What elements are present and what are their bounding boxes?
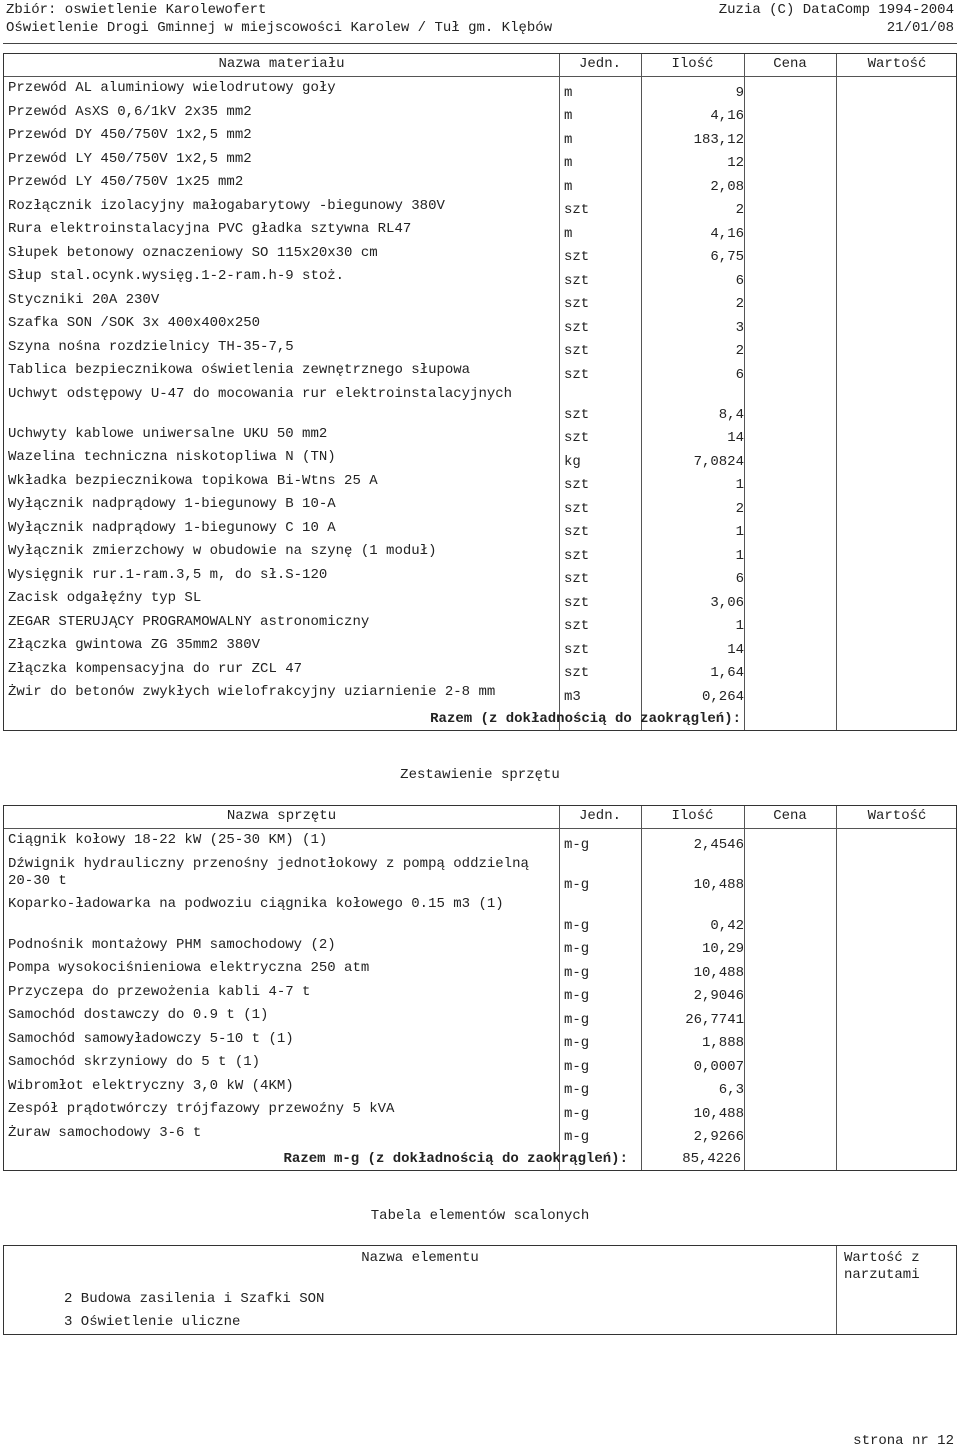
column-header-qty: Ilość [671,808,714,824]
table-row [4,682,956,706]
column-header-price: Cena [773,56,807,72]
row-unit: m-g [564,917,590,934]
row-unit: szt [564,641,590,658]
header-line-1 [6,2,954,22]
row-unit: m3 [564,688,581,705]
row-name: Ciągnik kołowy 18-22 kW (25-30 KM) (1) [8,832,328,848]
row-qty: 14 [727,430,744,446]
table-row [4,266,956,290]
row-name: Rura elektroinstalacyjna PVC gładka sztywna RL47 [8,221,412,237]
equipment-header-row [4,806,956,829]
row-qty: 3,06 [710,594,744,611]
row-unit: m-g [564,1058,590,1075]
row-unit: m-g [564,877,590,893]
table-row [4,588,956,612]
row-unit: m-g [564,988,590,1004]
row-qty: 2,4546 [693,836,744,853]
row-name: Rozłącznik izolacyjny małogabarytowy -biegunowy 380V [8,197,445,214]
table-row [4,1005,956,1029]
row-name: Złączka kompensacyjna do rur ZCL 47 [8,660,303,677]
row-qty: 12 [727,155,744,171]
table-row [4,830,956,854]
equipment-section-title: Zestawienie sprzętu [400,767,560,783]
equipment-total-value: 85,4226 [682,1151,741,1167]
column-header-element-name: Nazwa elementu [361,1250,479,1266]
row-unit: m [564,225,573,242]
row-unit: szt [564,343,590,359]
row-qty: 2 [735,296,744,312]
row-name: Zacisk odgałęźny typ SL [8,590,202,606]
row-qty: 2 [735,343,744,359]
row-qty: 1 [735,618,744,634]
row-name: Zespół prądotwórczy trójfazowy przewoźny 5 kVA [8,1101,395,1117]
row-name: Słupek betonowy oznaczeniowy SO 115x20x30 cm [8,244,378,261]
row-qty: 4,16 [710,108,744,124]
software-credit: Zuzia (C) DataComp 1994-2004 [718,2,954,18]
row-qty: 183,12 [693,131,744,148]
column-header-value: Wartość [867,808,927,824]
row-name: Żuraw samochodowy 3-6 t [8,1124,202,1141]
row-qty: 2,08 [710,178,744,195]
row-unit: m [564,131,573,148]
row-qty: 2,9266 [693,1129,744,1145]
row-qty: 1,64 [710,665,744,681]
row-name: Uchwyt odstępowy U-47 do mocowania rur elektroinstalacyjnych [8,385,513,402]
row-name: Samochód samowyładowczy 5-10 t (1) [8,1030,294,1047]
row-qty: 6 [735,272,744,289]
row-unit: m-g [564,964,590,981]
row-qty: 6 [735,571,744,587]
materials-total-label: Razem (z dokładnością do zaokrągleń): [430,711,741,727]
row-qty: 1 [735,477,744,493]
row-qty: 3 [735,319,744,336]
row-name: Przewód LY 450/750V 1x2,5 mm2 [8,150,252,167]
row-unit: m-g [564,1082,590,1098]
column-header-element-value: Wartość z narzutami [844,1250,920,1283]
row-name: Szafka SON /SOK 3x 400x400x250 [8,315,261,331]
row-name: ZEGAR STERUJĄCY PROGRAMOWALNY astronomiczny [8,613,370,630]
table-row [4,565,956,589]
table-row [4,958,956,982]
row-unit: m-g [564,1035,590,1051]
row-name: Przewód DY 450/750V 1x2,5 mm2 [8,127,252,143]
row-name: Dźwignik hydrauliczny przenośny jednotłokowy z pompą oddzielną 20-30 t [8,855,529,889]
row-qty: 6 [735,366,744,383]
row-qty: 6,75 [710,249,744,265]
table-row [4,935,956,959]
row-qty: 10,488 [693,964,744,981]
elements-table [3,1245,957,1335]
row-name: Przewód AL aluminiowy wielodrutowy goły [8,80,336,96]
table-row [4,854,956,895]
table-row [4,78,956,102]
column-header-name: Nazwa sprzętu [226,808,337,824]
elements-section-title: Tabela elementów scalonych [370,1208,590,1224]
row-name: Wazelina techniczna niskotopliwa N (TN) [8,449,336,465]
table-row [4,172,956,196]
row-unit: szt [564,272,590,289]
table-row [4,894,956,935]
row-unit: szt [564,366,590,383]
row-unit: m-g [564,1105,590,1122]
row-name: Przyczepa do przewożenia kabli 4-7 t [8,983,311,1000]
row-unit: m [564,155,573,171]
column-header-unit: Jedn. [578,808,621,824]
row-name: Złączka gwintowa ZG 35mm2 380V [8,637,261,653]
row-unit: szt [564,524,590,540]
row-qty: 10,29 [701,941,744,957]
table-row [4,196,956,220]
row-name: Wyłącznik zmierzchowy w obudowie na szynę (1 moduł) [8,543,437,559]
row-qty: 7,0824 [693,453,744,470]
row-name: Pompa wysokociśnieniowa elektryczna 250 atm [8,960,370,976]
row-qty: 0,42 [710,917,744,934]
table-row [4,612,956,636]
row-unit: m-g [564,836,590,853]
row-unit: m [564,178,573,195]
row-unit: szt [564,477,590,493]
row-unit: m-g [564,1129,590,1145]
row-name: Wyłącznik nadprądowy 1-biegunowy C 10 A [8,519,336,536]
row-name: Podnośnik montażowy PHM samochodowy (2) [8,936,336,953]
table-row [4,982,956,1006]
row-name: Samochód skrzyniowy do 5 t (1) [8,1054,261,1070]
table-row [4,635,956,659]
column-header-qty: Ilość [671,56,714,72]
row-unit: szt [564,296,590,312]
row-qty: 4,16 [710,225,744,242]
row-qty: 2 [735,202,744,218]
equipment-table [3,805,957,1171]
row-unit: szt [564,202,590,218]
row-qty: 26,7741 [685,1011,744,1028]
row-name: Przewód AsXS 0,6/1kV 2x35 mm2 [8,103,252,120]
table-row [4,494,956,518]
row-unit: szt [564,406,590,423]
column-header-name: Nazwa materiału [218,56,345,72]
row-unit: m-g [564,1011,590,1028]
row-qty: 0,264 [701,688,744,705]
row-qty: 0,0007 [693,1058,744,1075]
document-date: 21/01/08 [886,20,954,36]
table-row [4,447,956,471]
table-row [4,313,956,337]
row-qty: 2,9046 [693,988,744,1004]
row-unit: szt [564,594,590,611]
row-qty: 14 [727,641,744,658]
row-qty: 1 [735,524,744,540]
row-qty: 1 [735,547,744,564]
row-name: Żwir do betonów zwykłych wielofrakcyjny uziarnienie 2-8 mm [8,684,496,700]
row-name: Wysięgnik rur.1-ram.3,5 m, do sł.S-120 [8,566,328,583]
table-row [4,1029,956,1053]
table-row [4,360,956,384]
row-qty: 10,488 [693,877,744,893]
materials-table [3,53,957,731]
row-unit: szt [564,319,590,336]
row-qty: 8,4 [718,406,744,423]
table-row [4,290,956,314]
row-unit: szt [564,571,590,587]
project-name: Oświetlenie Drogi Gminnej w miejscowości Karolew / Tuł gm. Klębów [6,20,553,36]
table-row [4,1099,956,1123]
column-header-value: Wartość [867,56,927,72]
row-unit: m [564,84,573,101]
table-row [4,102,956,126]
header-line-2 [6,20,954,40]
element-row: 2 Budowa zasilenia i Szafki SON [64,1291,325,1307]
table-row [4,1052,956,1076]
table-row [4,541,956,565]
row-name: Samochód dostawczy do 0.9 t (1) [8,1007,269,1023]
row-name: Szyna nośna rozdzielnicy TH-35-7,5 [8,338,294,355]
table-row [4,659,956,683]
collection-name: Zbiór: oswietlenie Karolewofert [6,2,267,18]
table-row [4,337,956,361]
table-row [4,125,956,149]
table-row [4,518,956,542]
row-unit: m [564,108,573,124]
row-qty: 6,3 [718,1082,744,1098]
materials-header-row [4,54,956,77]
row-name: Wibromłot elektryczny 3,0 kW (4KM) [8,1077,294,1094]
row-qty: 10,488 [693,1105,744,1122]
row-name: Wyłącznik nadprądowy 1-biegunowy B 10-A [8,496,336,512]
row-name: Styczniki 20A 230V [8,291,160,308]
table-row [4,1076,956,1100]
row-unit: szt [564,618,590,634]
column-header-unit: Jedn. [578,56,621,72]
row-name: Przewód LY 450/750V 1x25 mm2 [8,174,244,190]
row-qty: 2 [735,500,744,517]
row-unit: szt [564,665,590,681]
header-divider [3,43,957,44]
row-name: Wkładka bezpiecznikowa topikowa Bi-Wtns 25 A [8,472,378,489]
row-name: Koparko-ładowarka na podwoziu ciągnika kołowego 0.15 m3 (1) [8,896,504,912]
page-number: strona nr 12 [853,1433,954,1449]
column-header-price: Cena [773,808,807,824]
column-divider [836,1246,837,1334]
table-row [4,384,956,424]
row-name: Tablica bezpiecznikowa oświetlenia zewnętrznego słupowa [8,362,471,378]
table-row [4,243,956,267]
table-row [4,1123,956,1147]
table-row [4,149,956,173]
element-row: 3 Oświetlenie uliczne [64,1314,241,1330]
row-qty: 1,888 [701,1035,744,1051]
row-unit: szt [564,547,590,564]
row-name: Słup stal.ocynk.wysięg.1-2-ram.h-9 stoż. [8,268,345,284]
row-unit: szt [564,249,590,265]
row-unit: szt [564,500,590,517]
equipment-total-label: Razem m-g (z dokładnością do zaokrągleń): [283,1151,628,1167]
table-row [4,471,956,495]
row-unit: kg [564,453,581,470]
row-qty: 9 [735,84,744,101]
table-row [4,424,956,448]
row-unit: m-g [564,941,590,957]
table-row [4,219,956,243]
row-unit: szt [564,430,590,446]
row-name: Uchwyty kablowe uniwersalne UKU 50 mm2 [8,425,328,442]
